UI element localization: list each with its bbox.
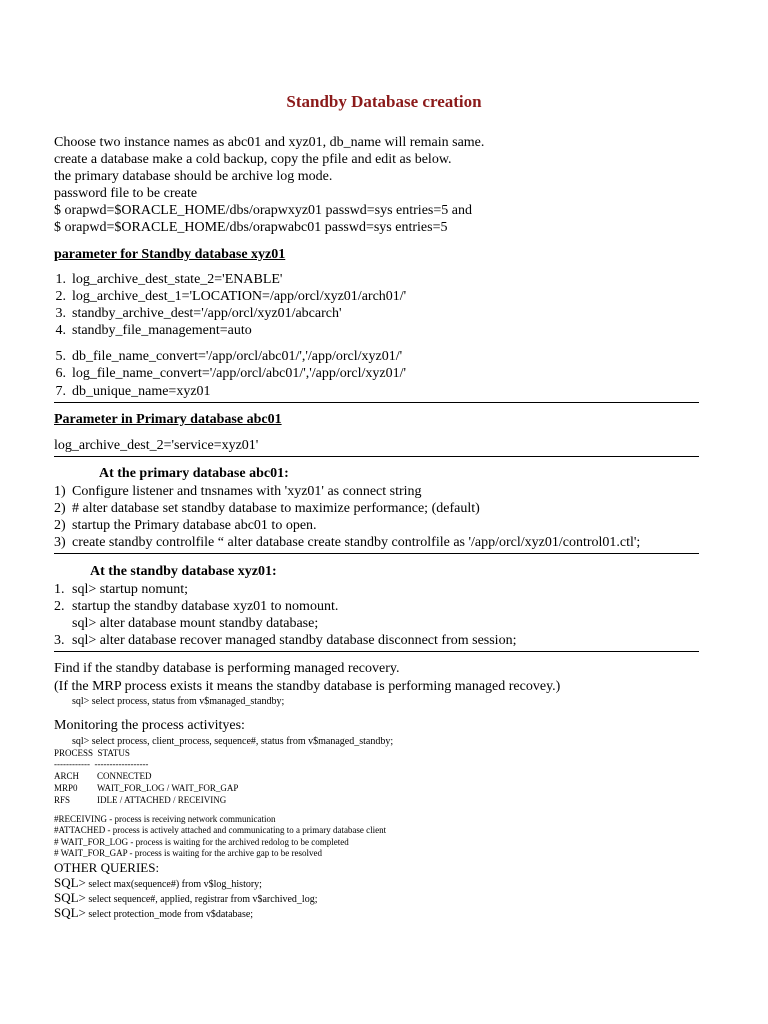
query-prefix: SQL> [54,875,86,890]
at-primary-heading: At the primary database abc01: [99,466,289,481]
list-item [32,348,402,365]
col-status: STATUS [97,748,130,758]
note-line: # WAIT_FOR_GAP - process is waiting for the archive gap to be resolved [54,848,322,858]
monitoring-sql: sql> select process, client_process, sequence#, status from v$managed_standby; [72,736,394,747]
cell: MRP0 [54,783,78,793]
item-number: 1. [55,272,66,287]
item-text: log_archive_dest_1='LOCATION=/app/orcl/xyz01/arch01/' [72,289,407,304]
cell: WAIT_FOR_LOG / WAIT_FOR_GAP [97,783,239,793]
col-process: PROCESS [54,748,94,758]
intro-line: the primary database should be archive log mode. [54,169,333,184]
table-row [54,783,238,794]
item-text: startup the standby database xyz01 to nomount. [72,599,339,614]
table-header [54,748,130,759]
item-text: Configure listener and tnsnames with 'xyz01' as connect string [72,484,422,499]
note-line: # WAIT_FOR_LOG - process is waiting for the archived redolog to be completed [54,837,349,847]
query-prefix: SQL> [54,905,86,920]
item-number: 3. [54,633,65,648]
divider [54,456,699,457]
list-item [54,632,516,649]
item-text: sql> startup nomunt; [72,582,189,597]
note-line: #ATTACHED - process is actively attached and communicating to a primary database client [54,825,387,835]
intro-line: Choose two instance names as abc01 and xyz01, db_name will remain same. [54,135,485,150]
query-text: select protection_mode from v$database; [85,909,254,920]
list-item [32,322,252,339]
table-row [54,771,152,782]
intro-line: password file to be create [54,186,198,201]
item-text: sql> alter database mount standby database; [72,616,319,631]
mrp-line: Find if the standby database is performing managed recovery. [54,661,400,676]
list-item [54,534,640,551]
list-item [32,383,211,400]
note-line: #RECEIVING - process is receiving network communication [54,814,276,824]
item-number: 7. [55,384,66,399]
list-item [32,288,406,305]
document-title: Standby Database creation [286,92,482,111]
cell: CONNECTED [97,771,152,781]
at-standby-heading: At the standby database xyz01: [90,564,277,579]
dash-line: ------------ [54,759,90,769]
standby-params-heading: parameter for Standby database xyz01 [54,247,286,262]
list-item [32,271,282,288]
monitoring-heading: Monitoring the process activityes: [54,718,245,733]
table-row [54,795,226,806]
query-prefix: SQL> [54,890,86,905]
divider [54,402,699,403]
item-text: db_unique_name=xyz01 [72,384,211,399]
other-queries-heading: OTHER QUERIES: [54,860,160,875]
item-text: db_file_name_convert='/app/orcl/abc01/','/app/orcl/xyz01/' [72,349,403,364]
query-text: select max(sequence#) from v$log_history; [85,879,262,890]
item-text: startup the Primary database abc01 to open. [72,518,317,533]
list-item [54,517,317,534]
mrp-line: (If the MRP process exists it means the standby database is performing managed recovey.) [54,679,561,694]
item-text: log_file_name_convert='/app/orcl/abc01/','/app/orcl/xyz01/' [72,366,407,381]
item-text: standby_archive_dest='/app/orcl/xyz01/abcarch' [72,306,342,321]
divider [54,651,699,652]
item-text: # alter database set standby database to maximize performance; (default) [72,501,480,516]
list-item [54,483,422,500]
dash-line: ------------------ [94,759,149,769]
table-dashes [54,759,148,770]
item-number: 3) [54,535,66,550]
query-text: select sequence#, applied, registrar from v$archived_log; [85,894,318,905]
item-number: 2) [54,518,66,533]
intro-line: create a database make a cold backup, copy the pfile and edit as below. [54,152,452,167]
list-item [54,615,318,632]
item-text: standby_file_management=auto [72,323,252,338]
primary-param-value: log_archive_dest_2='service=xyz01' [54,438,259,453]
item-number: 5. [55,349,66,364]
item-text: log_archive_dest_state_2='ENABLE' [72,272,283,287]
intro-line: $ orapwd=$ORACLE_HOME/dbs/orapwxyz01 passwd=sys entries=5 and [54,203,472,218]
item-number: 3. [55,306,66,321]
list-item [54,598,338,615]
cell: IDLE / ATTACHED / RECEIVING [97,795,227,805]
item-text: create standby controlfile “ alter database create standby controlfile as '/app/orcl/xyz01/control01.ctl'; [72,535,641,550]
item-number: 1) [54,484,66,499]
item-number: 2) [54,501,66,516]
query-line [54,904,253,921]
item-number: 2. [55,289,66,304]
item-number: 6. [55,366,66,381]
list-item [32,365,406,382]
item-number: 4. [55,323,66,338]
mrp-sql: sql> select process, status from v$managed_standby; [72,696,285,707]
divider [54,553,699,554]
intro-line: $ orapwd=$ORACLE_HOME/dbs/orapwabc01 passwd=sys entries=5 [54,220,448,235]
list-item [54,581,188,598]
list-item [54,500,480,517]
item-number: 2. [54,599,65,614]
primary-params-heading: Parameter in Primary database abc01 [54,412,282,427]
list-item [32,305,342,322]
cell: ARCH [54,771,80,781]
item-text: sql> alter database recover managed standby database disconnect from session; [72,633,517,648]
item-number: 1. [54,582,65,597]
cell: RFS [54,795,71,805]
